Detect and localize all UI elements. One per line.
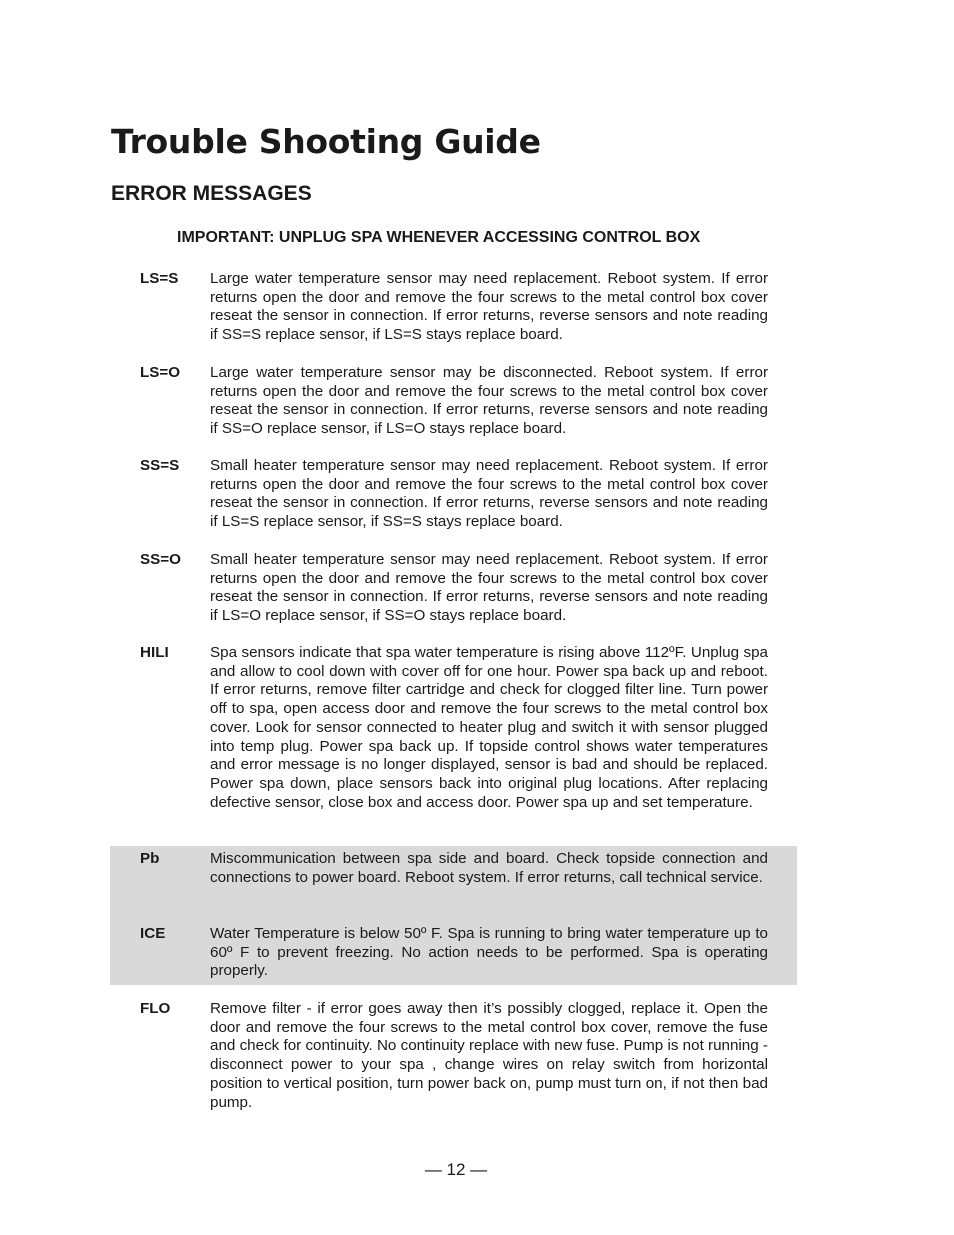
error-entry-hili (140, 644, 768, 812)
error-description: Remove filter - if error goes away then it’s possibly clogged, replace it. Open the door and remove the four screws to the metal control box cover, remove the fuse and check for continuity. No continuity replace with new fuse. Pump is not running - disconnect power to your spa , change wires on relay switch from horizontal position to vertical position, turn power back on, pump must turn on, if not then bad pump. (210, 1000, 768, 1111)
error-entry-ss-o (140, 551, 768, 626)
section-heading: ERROR MESSAGES (111, 182, 312, 205)
error-code: ICE (140, 925, 166, 942)
error-entry-ice (140, 925, 768, 981)
error-description: Miscommunication between spa side and board. Check topside connection and connections to power board. Reboot system. If error returns, call technical service. (210, 850, 768, 886)
error-code: SS=O (140, 551, 181, 568)
error-entry-ls-s (140, 270, 768, 345)
error-entry-ls-o (140, 364, 768, 439)
error-code: HILI (140, 644, 169, 661)
error-entry-flo (140, 1000, 768, 1112)
error-code: LS=O (140, 364, 181, 381)
error-description: Water Temperature is below 50º F. Spa is running to bring water temperature up to 60º F to prevent freezing. No action needs to be performed. Spa is operating properly. (210, 925, 768, 980)
error-description: Small heater temperature sensor may need replacement. Reboot system. If error returns open the door and remove the four screws to the metal control box cover reseat the sensor in connection. If error returns, reverse sensors and note reading if LS=S replace sensor, if SS=S stays replace board. (210, 457, 768, 531)
important-note: IMPORTANT: UNPLUG SPA WHENEVER ACCESSING CONTROL BOX (177, 229, 701, 246)
error-description: Large water temperature sensor may be disconnected. Reboot system. If error returns open the door and remove the four screws to the metal control box cover reseat the sensor in connection. If error returns, reverse sensors and note reading if SS=O replace sensor, if LS=O stays replace board. (210, 364, 768, 438)
error-entry-pb (140, 850, 768, 887)
error-entry-ss-s (140, 457, 768, 532)
error-code: FLO (140, 1000, 171, 1017)
error-code: LS=S (140, 270, 179, 287)
error-description: Large water temperature sensor may need replacement. Reboot system. If error returns open the door and remove the four screws to the metal control box cover reseat the sensor in connection. If error returns, reverse sensors and note reading if SS=S replace sensor, if LS=S stays replace board. (210, 270, 768, 344)
page-title: Trouble Shooting Guide (111, 122, 541, 161)
error-description: Small heater temperature sensor may need replacement. Reboot system. If error returns open the door and remove the four screws to the metal control box cover reseat the sensor in connection. If error returns, reverse sensors and note reading if LS=O replace sensor, if SS=O stays replace board. (210, 551, 768, 625)
error-code: Pb (140, 850, 160, 867)
error-code: SS=S (140, 457, 180, 474)
error-description: Spa sensors indicate that spa water temperature is rising above 112ºF. Unplug spa and allow to cool down with cover off for one hour. Power spa back up and reboot. If error returns, remove filter cartridge and check for clogged filter line. Turn power off to spa, open access door and remove the four screws to the metal control box cover. Look for sensor connected to heater plug and switch it with sensor plugged into temp plug. Power spa back up. If topside control shows water temperatures and error message is no longer displayed, sensor is bad and should be replaced. Power spa down, place sensors back into original plug locations. After replacing defective sensor, close box and access door. Power spa up and set temperature. (210, 644, 768, 811)
page-number: — 12 — (424, 1160, 488, 1179)
